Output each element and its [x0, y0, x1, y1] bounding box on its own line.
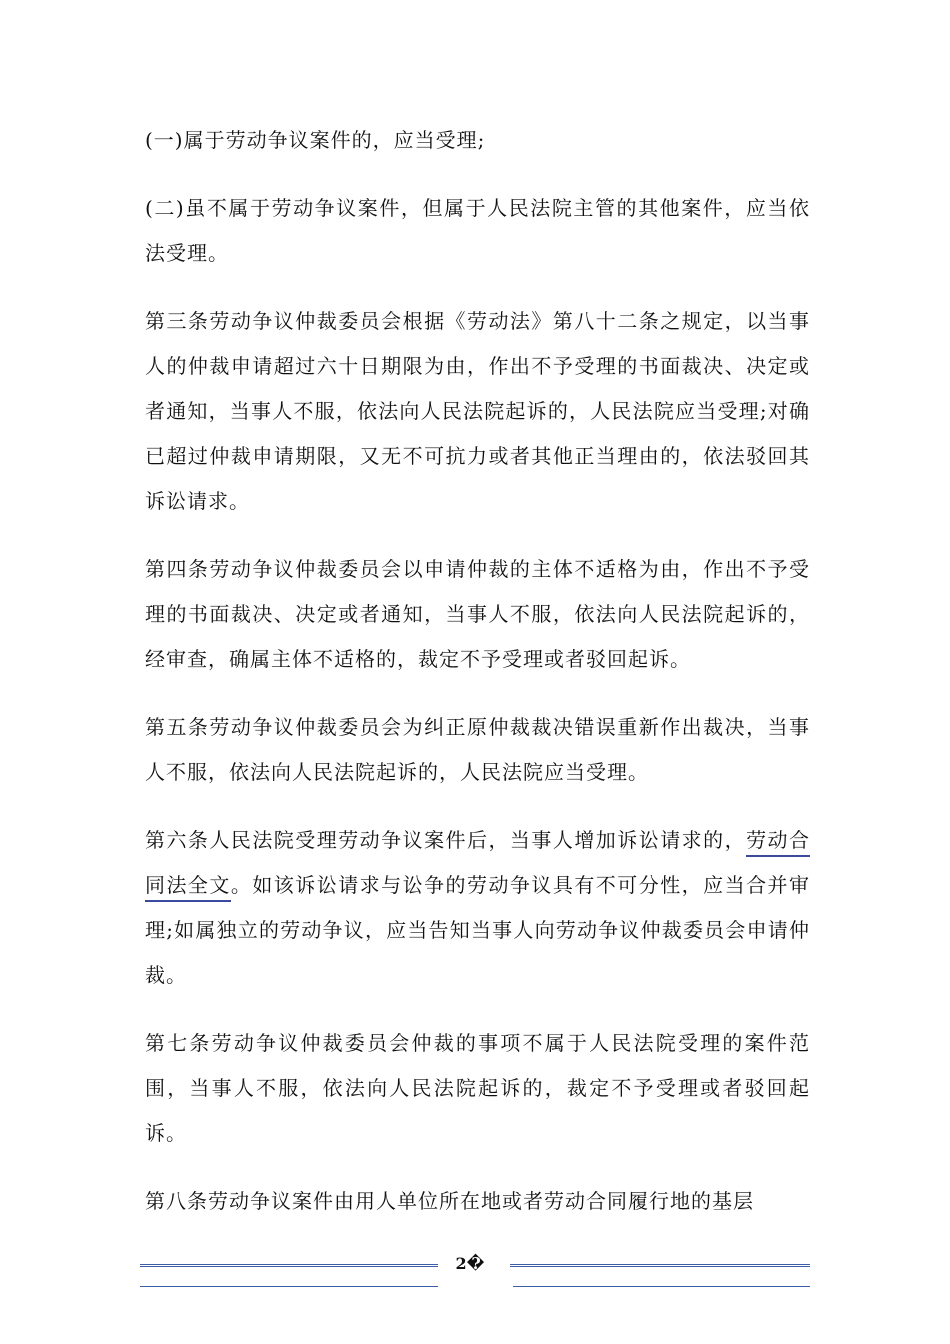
page-number: 2� [455, 1254, 485, 1273]
page-footer [0, 1250, 950, 1300]
paragraph-article-7: 第七条劳动争议仲裁委员会仲裁的事项不属于人民法院受理的案件范围，当事人不服，依法向人民法院起诉的，裁定不予受理或者驳回起诉。 [145, 1031, 810, 1145]
document-body [145, 118, 810, 1247]
footer-rule-left-top [140, 1264, 438, 1267]
paragraph-article-5: 第五条劳动争议仲裁委员会为纠正原仲裁裁决错误重新作出裁决，当事人不服，依法向人民法院起诉的，人民法院应当受理。 [145, 715, 810, 784]
paragraph-article-6-before: 第六条人民法院受理劳动争议案件后，当事人增加诉讼请求的， [145, 828, 747, 852]
paragraph-article-6 [145, 818, 810, 998]
paragraph-item-1: (一)属于劳动争议案件的，应当受理; [145, 128, 486, 152]
paragraph-article-8: 第八条劳动争议案件由用人单位所在地或者劳动合同履行地的基层 [145, 1189, 754, 1213]
paragraph-item-2: (二)虽不属于劳动争议案件，但属于人民法院主管的其他案件，应当依法受理。 [145, 196, 810, 265]
footer-rule-right-top [510, 1264, 810, 1267]
paragraph-article-6-after: 。如该诉讼请求与讼争的劳动争议具有不可分性，应当合并审理;如属独立的劳动争议，应当告知当事人向劳动争议仲裁委员会申请仲裁。 [145, 873, 811, 987]
paragraph-article-3: 第三条劳动争议仲裁委员会根据《劳动法》第八十二条之规定，以当事人的仲裁申请超过六十日期限为由，作出不予受理的书面裁决、决定或者通知，当事人不服，依法向人民法院起诉的，人民法院应当受理;对确已超过仲裁申请期限，又无不可抗力或者其他正当理由的，依法驳回其诉讼请求。 [145, 309, 810, 513]
footer-rule-right-bottom [513, 1286, 810, 1287]
labor-contract-law-link[interactable]: 劳动合同法全文 [145, 828, 810, 902]
footer-rule-left-bottom [140, 1286, 438, 1287]
paragraph-article-4: 第四条劳动争议仲裁委员会以申请仲裁的主体不适格为由，作出不予受理的书面裁决、决定或者通知，当事人不服，依法向人民法院起诉的，经审查，确属主体不适格的，裁定不予受理或者驳回起诉。 [145, 557, 810, 671]
